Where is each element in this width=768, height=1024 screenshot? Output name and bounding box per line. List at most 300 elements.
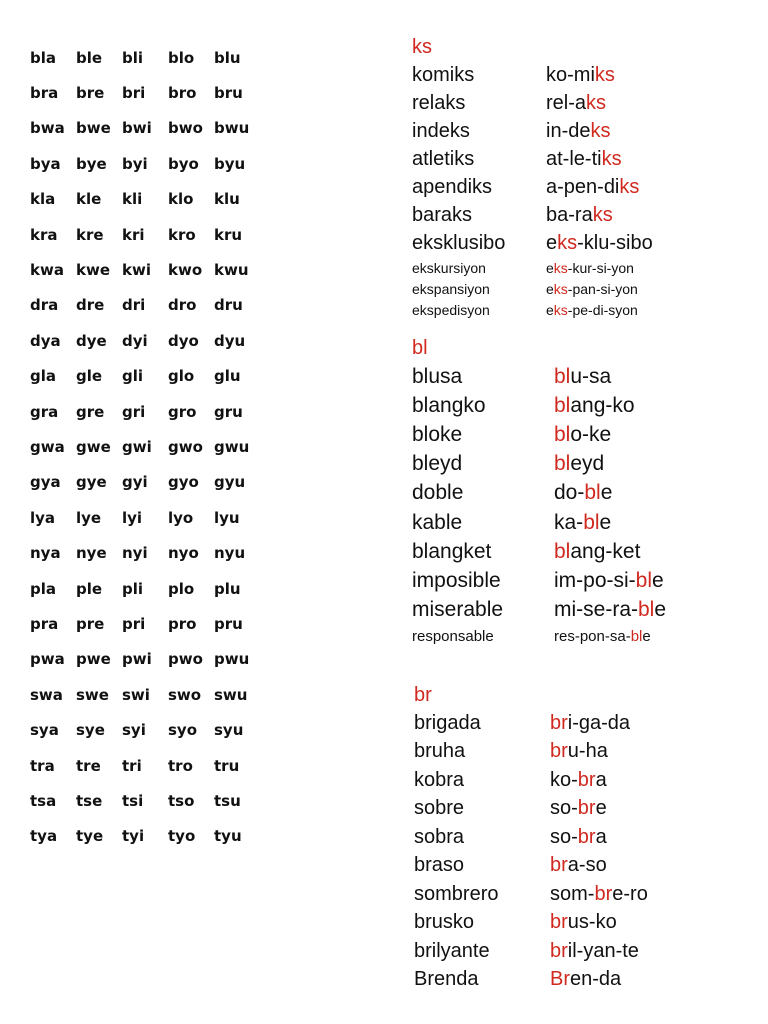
syllable: swa — [30, 685, 63, 704]
syllable: dru — [214, 296, 243, 315]
word-part: so- — [550, 797, 578, 820]
syllable: bru — [214, 84, 243, 103]
word-row — [412, 537, 666, 566]
highlighted-cluster: ks — [553, 280, 568, 297]
syllable: bwa — [30, 119, 65, 138]
word-row — [412, 479, 666, 508]
section-title: ks — [412, 36, 432, 58]
syllable: bwu — [214, 119, 250, 138]
word: atletiks — [412, 147, 475, 170]
syllable: glu — [214, 367, 241, 386]
highlighted-cluster: br — [550, 854, 568, 877]
syllable: gwo — [168, 437, 203, 456]
word: bloke — [412, 422, 463, 446]
word-row — [412, 229, 653, 257]
highlighted-cluster: ks — [586, 91, 607, 114]
word-row — [412, 391, 666, 420]
highlighted-cluster: ks — [590, 119, 611, 142]
syllable-row — [30, 571, 280, 606]
word-row — [412, 117, 653, 145]
syllable: dyo — [168, 331, 199, 350]
syllabified-word — [546, 281, 638, 297]
syllable: lya — [30, 508, 56, 527]
syllable: swo — [168, 685, 202, 704]
highlighted-cluster: Br — [550, 968, 570, 991]
syllable: gra — [30, 402, 59, 421]
word: ekskursiyon — [412, 259, 486, 276]
syllable-row — [30, 535, 280, 570]
word-row — [412, 278, 653, 299]
syllable: gli — [122, 367, 144, 386]
syllabified-word — [554, 452, 604, 476]
syllable: kre — [76, 225, 104, 244]
highlighted-cluster: br — [550, 711, 568, 734]
syllable: swi — [122, 685, 150, 704]
highlighted-cluster: br — [577, 768, 596, 791]
syllable: syi — [122, 721, 146, 740]
highlighted-cluster: bl — [554, 452, 571, 476]
syllable-row — [30, 359, 280, 394]
highlighted-cluster: bl — [554, 422, 571, 446]
syllable: plu — [214, 579, 241, 598]
syllable: ple — [76, 579, 103, 598]
word: komiks — [412, 63, 475, 86]
word-part: ko- — [550, 768, 578, 791]
syllable: tsi — [122, 791, 144, 810]
syllable-row — [30, 217, 280, 252]
highlighted-cluster: bl — [630, 628, 643, 646]
syllable: kru — [214, 225, 243, 244]
syllable: tru — [214, 756, 240, 775]
syllable: tse — [76, 791, 103, 810]
highlighted-cluster: bl — [583, 510, 600, 534]
syllable: dri — [122, 296, 146, 315]
syllable: klu — [214, 190, 240, 209]
word-part: -pan-si-yon — [567, 280, 638, 297]
word-row — [412, 61, 653, 89]
syllable: swu — [214, 685, 248, 704]
syllable: klo — [168, 190, 194, 209]
syllable-row — [30, 465, 280, 500]
syllable: tso — [168, 791, 195, 810]
syllabified-word — [550, 883, 648, 906]
syllable: gre — [76, 402, 105, 421]
word-part: a — [595, 825, 607, 848]
word-part: eyd — [570, 452, 605, 476]
word: relaks — [412, 91, 466, 114]
syllable: dyu — [214, 331, 246, 350]
syllable: gro — [168, 402, 197, 421]
syllable: bwo — [168, 119, 203, 138]
word-row — [414, 880, 648, 909]
word-part: e — [599, 510, 612, 534]
highlighted-cluster: ks — [601, 147, 622, 170]
syllable: pwe — [76, 650, 111, 669]
word-part: e — [546, 231, 558, 254]
syllabified-word — [546, 148, 622, 171]
word-part: u-sa — [570, 364, 612, 388]
syllable-row — [30, 819, 280, 854]
syllabified-word — [554, 394, 635, 418]
syllable: bwi — [122, 119, 152, 138]
highlighted-cluster: bl — [554, 393, 571, 417]
syllabified-word — [546, 204, 613, 227]
syllable: bli — [122, 48, 144, 67]
syllable: byo — [168, 154, 199, 173]
highlighted-cluster: br — [577, 825, 596, 848]
syllabified-word — [550, 740, 608, 763]
syllabified-word — [554, 423, 611, 447]
syllabified-word — [550, 854, 607, 877]
word: braso — [414, 854, 465, 877]
syllable: kwi — [122, 261, 151, 280]
syllable: pla — [30, 579, 57, 598]
highlighted-cluster: bl — [554, 539, 571, 563]
syllable: tri — [122, 756, 142, 775]
syllable: bye — [76, 154, 107, 173]
word-row — [412, 173, 653, 201]
word: doble — [412, 481, 464, 505]
syllable-row — [30, 642, 280, 677]
syllabified-word — [546, 260, 634, 276]
section-ks — [412, 35, 653, 320]
syllabified-word — [554, 511, 611, 535]
syllable: pwu — [214, 650, 250, 669]
syllable: gyi — [122, 473, 148, 492]
highlighted-cluster: ks — [619, 175, 640, 198]
syllable: sye — [76, 721, 105, 740]
word-part: e — [600, 481, 613, 505]
syllabified-word — [546, 302, 638, 318]
syllable: gru — [214, 402, 243, 421]
word-part: us-ko — [567, 911, 617, 934]
word-part: i-ga-da — [567, 711, 631, 734]
syllable-row — [30, 323, 280, 358]
syllable: kle — [76, 190, 102, 209]
syllable: gle — [76, 367, 103, 386]
syllable: gyu — [214, 473, 246, 492]
syllable: dya — [30, 331, 61, 350]
syllable: plo — [168, 579, 195, 598]
syllable: pru — [214, 614, 243, 633]
word-row — [412, 299, 653, 320]
syllabified-word — [546, 92, 606, 115]
syllable: bya — [30, 154, 61, 173]
word-part: e — [652, 568, 664, 592]
word: blangko — [412, 393, 486, 417]
word-part: il-yan-te — [567, 939, 639, 962]
highlighted-cluster: bl — [635, 568, 653, 592]
syllabified-word — [550, 940, 639, 963]
syllable-row — [30, 146, 280, 181]
word-part: ang-ko — [570, 393, 635, 417]
syllable: pra — [30, 614, 59, 633]
syllable: tyi — [122, 827, 145, 846]
syllable: swe — [76, 685, 109, 704]
word-row — [412, 145, 653, 173]
syllabified-word — [550, 712, 630, 735]
word: eksklusibo — [412, 231, 506, 254]
word-row — [412, 420, 666, 449]
word-part: som- — [550, 882, 595, 905]
section-title: br — [414, 684, 432, 706]
word-part: e — [595, 797, 607, 820]
word-row — [414, 937, 648, 966]
highlighted-cluster: ks — [553, 259, 568, 276]
syllable: dyi — [122, 331, 148, 350]
word-row — [414, 909, 648, 938]
syllable: gwa — [30, 437, 65, 456]
syllable-row — [30, 182, 280, 217]
word-part: en-da — [570, 968, 622, 991]
highlighted-cluster: ks — [594, 63, 615, 86]
syllable-row — [30, 783, 280, 818]
word: apendiks — [412, 175, 493, 198]
word-part: ang-ket — [570, 539, 641, 563]
syllabified-word — [550, 797, 607, 820]
highlighted-cluster: ks — [592, 203, 613, 226]
syllable: pro — [168, 614, 197, 633]
syllabified-word — [550, 769, 607, 792]
word-part: a-pen-di — [546, 175, 620, 198]
highlighted-cluster: br — [550, 911, 568, 934]
word: indeks — [412, 119, 470, 142]
syllable: gya — [30, 473, 61, 492]
word-part: do- — [554, 481, 585, 505]
word-row — [412, 89, 653, 117]
syllable: gri — [122, 402, 146, 421]
syllable: tya — [30, 827, 58, 846]
word: Brenda — [414, 968, 479, 991]
word-row — [412, 450, 666, 479]
word-part: im-po-si- — [554, 568, 636, 592]
syllable: gyo — [168, 473, 199, 492]
word: brilyante — [414, 939, 490, 962]
syllable: nyi — [122, 544, 148, 563]
syllabified-word — [554, 598, 666, 622]
syllable-row — [30, 40, 280, 75]
syllabified-word — [554, 481, 612, 505]
syllable: tyo — [168, 827, 196, 846]
syllable-row — [30, 429, 280, 464]
syllabified-word — [550, 826, 607, 849]
syllable: sya — [30, 721, 59, 740]
word-row — [414, 766, 648, 795]
syllable: blu — [214, 48, 241, 67]
syllabified-word — [554, 569, 664, 593]
section-br — [414, 683, 648, 994]
syllabified-word — [550, 968, 621, 991]
word: bleyd — [412, 452, 463, 476]
syllable: nya — [30, 544, 61, 563]
word-part: ka- — [554, 510, 584, 534]
word: kobra — [414, 768, 465, 791]
syllable: kwu — [214, 261, 249, 280]
word: brusko — [414, 911, 475, 934]
syllable-row — [30, 75, 280, 110]
word-part: -kur-si-yon — [567, 259, 634, 276]
word: ekspansiyon — [412, 280, 490, 297]
syllable: bre — [76, 84, 105, 103]
syllable-row — [30, 394, 280, 429]
word: sobra — [414, 825, 465, 848]
syllable: pwi — [122, 650, 152, 669]
section-bl — [412, 336, 666, 649]
syllable: pwo — [168, 650, 203, 669]
highlighted-cluster: br — [550, 939, 568, 962]
syllable: gwe — [76, 437, 111, 456]
highlighted-cluster: ks — [557, 231, 578, 254]
highlighted-cluster: ks — [553, 301, 568, 318]
word-part: u-ha — [567, 740, 608, 763]
syllable: bwe — [76, 119, 111, 138]
syllable-row — [30, 606, 280, 641]
syllable: pwa — [30, 650, 65, 669]
word-row — [414, 738, 648, 767]
word-row — [412, 596, 666, 625]
syllable: lye — [76, 508, 102, 527]
word-part: -klu-sibo — [577, 231, 653, 254]
syllable: bla — [30, 48, 57, 67]
syllable-row — [30, 748, 280, 783]
syllable: pre — [76, 614, 105, 633]
word-row — [412, 508, 666, 537]
word-part: ba-ra — [546, 203, 593, 226]
syllable: bra — [30, 84, 59, 103]
syllable: tyu — [214, 827, 242, 846]
syllable-table — [30, 40, 280, 854]
syllable: kro — [168, 225, 196, 244]
highlighted-cluster: br — [577, 797, 596, 820]
syllabified-word — [546, 120, 610, 143]
syllable-row — [30, 288, 280, 323]
word-part: e — [654, 598, 667, 622]
syllable: dra — [30, 296, 59, 315]
syllable: kri — [122, 225, 145, 244]
word-row — [414, 852, 648, 881]
word-part: at-le-ti — [546, 147, 602, 170]
syllable: glo — [168, 367, 195, 386]
word: sobre — [414, 797, 465, 820]
word: ekspedisyon — [412, 301, 490, 318]
word-part: e-ro — [612, 882, 648, 905]
word-row — [414, 966, 648, 995]
syllable: ble — [76, 48, 103, 67]
syllable: byu — [214, 154, 246, 173]
syllable: syu — [214, 721, 244, 740]
word: baraks — [412, 203, 473, 226]
syllable-row — [30, 677, 280, 712]
syllable: tra — [30, 756, 55, 775]
highlighted-cluster: bl — [584, 481, 601, 505]
syllable-row — [30, 500, 280, 535]
word: kable — [412, 510, 463, 534]
word: responsable — [412, 628, 494, 646]
syllabified-word — [546, 176, 639, 199]
syllable: lyi — [122, 508, 143, 527]
word-row — [414, 709, 648, 738]
word: miserable — [412, 598, 504, 622]
syllable: lyo — [168, 508, 194, 527]
word-part: e — [546, 259, 554, 276]
syllable: tre — [76, 756, 101, 775]
syllable: gwu — [214, 437, 250, 456]
highlighted-cluster: br — [550, 740, 568, 763]
syllable: tsa — [30, 791, 57, 810]
word-part: e — [546, 280, 554, 297]
highlighted-cluster: bl — [554, 364, 571, 388]
word-part: a-so — [567, 854, 607, 877]
syllable: bro — [168, 84, 197, 103]
word-part: o-ke — [570, 422, 612, 446]
word: imposible — [412, 568, 501, 592]
syllabified-word — [546, 232, 653, 255]
word: bruha — [414, 740, 466, 763]
syllable: kla — [30, 190, 56, 209]
syllable: syo — [168, 721, 198, 740]
syllable: pli — [122, 579, 144, 598]
syllable: dye — [76, 331, 107, 350]
syllable: lyu — [214, 508, 240, 527]
syllable: pri — [122, 614, 146, 633]
syllable: kli — [122, 190, 143, 209]
syllable: gye — [76, 473, 107, 492]
syllabified-word — [554, 628, 651, 645]
syllable-row — [30, 712, 280, 747]
word: blangket — [412, 539, 492, 563]
word-row — [412, 257, 653, 278]
word-part: ko-mi — [546, 63, 595, 86]
syllable: tro — [168, 756, 193, 775]
syllabified-word — [554, 365, 611, 389]
syllable: tye — [76, 827, 104, 846]
syllabified-word — [554, 540, 640, 564]
syllable: dre — [76, 296, 105, 315]
syllable: gwi — [122, 437, 152, 456]
syllable: bri — [122, 84, 146, 103]
word-part: -pe-di-syon — [567, 301, 638, 318]
syllable: kra — [30, 225, 58, 244]
word-row — [412, 625, 666, 649]
word: sombrero — [414, 882, 499, 905]
section-title: bl — [412, 337, 428, 359]
word-part: a — [595, 768, 607, 791]
syllable-row — [30, 252, 280, 287]
word-part: e — [546, 301, 554, 318]
syllable: kwe — [76, 261, 111, 280]
syllable: dro — [168, 296, 197, 315]
word-row — [414, 823, 648, 852]
highlighted-cluster: bl — [638, 598, 655, 622]
word-row — [412, 201, 653, 229]
word-part: mi-se-ra- — [554, 598, 638, 622]
syllable: blo — [168, 48, 195, 67]
syllable: kwa — [30, 261, 64, 280]
syllable: nyu — [214, 544, 246, 563]
word: blusa — [412, 364, 463, 388]
word-part: in-de — [546, 119, 591, 142]
word-part: res-pon-sa- — [554, 628, 631, 646]
word-row — [414, 795, 648, 824]
word-part: so- — [550, 825, 578, 848]
syllable: nye — [76, 544, 107, 563]
syllabified-word — [546, 64, 615, 87]
word-part: e — [642, 628, 651, 646]
word: brigada — [414, 711, 481, 734]
word-part: rel-a — [546, 91, 587, 114]
syllable: nyo — [168, 544, 199, 563]
syllable-row — [30, 111, 280, 146]
